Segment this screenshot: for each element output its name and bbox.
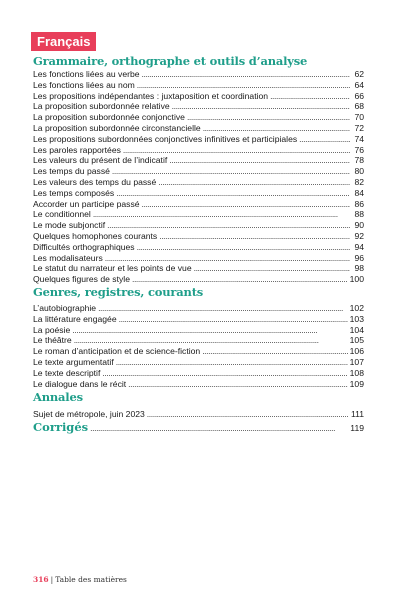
toc-entry-page: 107 (349, 356, 364, 367)
toc-entry[interactable] (33, 145, 364, 156)
toc-entry-page: 64 (354, 79, 364, 90)
toc-entry[interactable] (33, 220, 364, 231)
toc-entry-label: Quelques figures de style (33, 274, 130, 285)
section-title: Genres, registres, courants (33, 285, 204, 299)
leader-dots (93, 209, 350, 220)
toc-entry-page: 102 (349, 303, 364, 313)
toc-entry-page: 72 (354, 122, 364, 133)
toc-entry-page: 76 (354, 144, 364, 155)
toc-entry-label: Les valeurs des temps du passé (33, 176, 157, 187)
toc-entry-label: Le conditionnel (33, 209, 91, 220)
toc-entry[interactable] (33, 325, 364, 336)
section-title: Annales (33, 390, 83, 404)
leader-dots (187, 112, 350, 123)
toc-entry[interactable] (33, 199, 364, 210)
toc-entry-page: 106 (349, 346, 364, 357)
leader-dots (128, 379, 347, 390)
toc-entry-label: Les propositions subordonnées conjonctives infinitives et participiales (33, 133, 298, 144)
toc-entry-page: 94 (354, 241, 364, 252)
toc-entry-label: La proposition subordonnée circonstancielle (33, 122, 201, 133)
leader-dots (142, 69, 350, 80)
toc-entry-page: 104 (349, 324, 364, 335)
toc-entry-page: 74 (354, 133, 364, 144)
toc-entry[interactable] (33, 346, 364, 357)
toc-entry-page: 109 (349, 378, 364, 389)
toc-entry[interactable] (33, 112, 364, 123)
toc-entry[interactable] (33, 123, 364, 134)
leader-dots (137, 80, 350, 91)
footer-separator: | (50, 575, 54, 584)
toc-entry-label: Le roman d’anticipation et de science-fiction (33, 346, 201, 357)
toc-entry-label: Les fonctions liées au nom (33, 79, 135, 90)
toc-entry-page: 82 (354, 176, 364, 187)
toc-entry-label: Accorder un participe passé (33, 198, 140, 209)
toc-entry-label: La proposition subordonnée conjonctive (33, 112, 185, 123)
leader-dots (90, 421, 348, 435)
leader-dots (112, 166, 350, 177)
leader-dots (147, 409, 349, 420)
section-grammaire (33, 53, 364, 285)
toc-entry-page: 70 (354, 112, 364, 123)
toc-entry[interactable] (33, 155, 364, 166)
leader-dots (172, 101, 350, 112)
leader-dots (158, 177, 350, 188)
toc-entry-corriges[interactable] (33, 420, 364, 435)
toc-entry-label: La proposition subordonnée relative (33, 101, 170, 112)
toc-entry[interactable] (33, 177, 364, 188)
toc-entry-page: 80 (354, 166, 364, 177)
toc-entry[interactable] (33, 91, 364, 102)
toc-entry-label: Difficultés orthographiques (33, 241, 135, 252)
toc-entry-label: Les paroles rapportées (33, 144, 121, 155)
toc-entry-page: 100 (349, 274, 364, 285)
page-footer (33, 575, 127, 584)
leader-dots (299, 134, 350, 145)
toc-list (33, 69, 364, 285)
toc-entry[interactable] (33, 379, 364, 390)
toc-entry-label: Les valeurs du présent de l’indicatif (33, 155, 168, 166)
toc-entry[interactable] (33, 166, 364, 177)
toc-entry-label: Sujet de métropole, juin 2023 (33, 409, 145, 419)
leader-dots (194, 263, 350, 274)
toc-entry-page: 86 (354, 198, 364, 209)
subject-badge: Français (31, 32, 96, 51)
leader-dots (123, 145, 350, 156)
toc-entry-page: 103 (349, 313, 364, 324)
leader-dots (270, 91, 350, 102)
toc-entry[interactable] (33, 134, 364, 145)
toc-entry-page: 90 (354, 220, 364, 231)
leader-dots (203, 123, 350, 134)
leader-dots (159, 231, 350, 242)
toc-entry[interactable] (33, 69, 364, 80)
toc-entry-page: 68 (354, 101, 364, 112)
toc-entry[interactable] (33, 231, 364, 242)
toc-entry-label: Quelques homophones courants (33, 230, 158, 241)
toc-entry-label: Corrigés (33, 419, 89, 434)
toc-entry[interactable] (33, 409, 364, 420)
toc-entry-page: 96 (354, 252, 364, 263)
toc-entry-page: 62 (354, 69, 364, 79)
toc-entry[interactable] (33, 303, 364, 314)
toc-entry[interactable] (33, 335, 364, 346)
toc-entry-label: Les temps du passé (33, 166, 110, 177)
leader-dots (98, 303, 348, 314)
leader-dots (74, 335, 348, 346)
toc-entry-label: Le texte descriptif (33, 367, 101, 378)
section-annales (33, 389, 364, 435)
toc-entry-page: 105 (349, 335, 364, 346)
leader-dots (169, 155, 350, 166)
section-title: Grammaire, orthographe et outils d’analyse (33, 54, 308, 68)
leader-dots (72, 325, 347, 336)
toc-entry[interactable] (33, 368, 364, 379)
toc-entry-page: 108 (349, 367, 364, 378)
footer-page-number: 316 (33, 575, 49, 584)
toc-list (33, 409, 364, 420)
toc-entry-label: La littérature engagée (33, 313, 117, 324)
toc-entry[interactable] (33, 80, 364, 91)
leader-dots (119, 314, 348, 325)
toc-entry-label: Le statut du narrateur et les points de vue (33, 263, 192, 274)
leader-dots (102, 368, 347, 379)
toc-entry-label: Les fonctions liées au verbe (33, 69, 140, 79)
toc-entry[interactable] (33, 357, 364, 368)
leader-dots (116, 357, 348, 368)
toc-entry[interactable] (33, 253, 364, 264)
toc-entry-page: 92 (354, 230, 364, 241)
toc-entry-label: Les temps composés (33, 187, 115, 198)
toc-entry[interactable] (33, 242, 364, 253)
toc-entry-page: 66 (354, 90, 364, 101)
toc-entry-label: Les modalisateurs (33, 252, 103, 263)
leader-dots (116, 188, 350, 199)
leader-dots (142, 199, 350, 210)
leader-dots (137, 242, 350, 253)
footer-title: Table des matières (55, 575, 127, 584)
leader-dots (105, 253, 350, 264)
toc-entry-page: 88 (354, 209, 364, 220)
toc-entry[interactable] (33, 263, 364, 274)
toc-entry-page: 98 (354, 263, 364, 274)
toc-entry-label: Le dialogue dans le récit (33, 378, 127, 389)
toc-list (33, 303, 364, 389)
toc-entry-label: Les propositions indépendantes : juxtaposition et coordination (33, 90, 269, 101)
leader-dots (202, 346, 347, 357)
toc-entry-label: Le mode subjonctif (33, 220, 106, 231)
toc-entry-page: 84 (354, 187, 364, 198)
toc-entry-label: Le théâtre (33, 335, 72, 346)
toc-entry-page: 119 (350, 422, 364, 433)
toc-entry[interactable] (33, 188, 364, 199)
section-genres (33, 284, 364, 389)
toc-entry-page: 78 (354, 155, 364, 166)
toc-entry[interactable] (33, 101, 364, 112)
toc-entry-page: 111 (350, 409, 364, 419)
toc-entry-label: L’autobiographie (33, 303, 97, 313)
toc-entry-label: La poésie (33, 324, 71, 335)
toc-entry-label: Le texte argumentatif (33, 356, 114, 367)
toc-entry[interactable] (33, 314, 364, 325)
toc-entry[interactable] (33, 209, 364, 220)
leader-dots (107, 220, 350, 231)
